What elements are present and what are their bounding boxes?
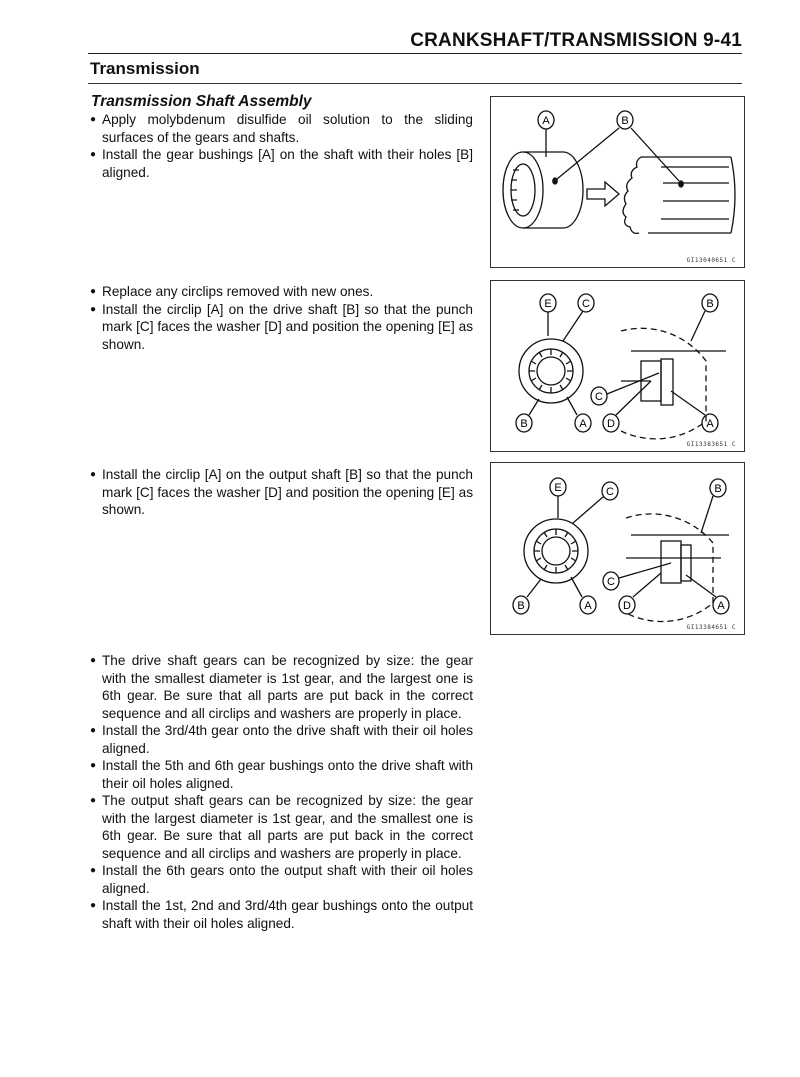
label-b: B <box>621 115 629 127</box>
output-shaft-circlip-diagram <box>491 463 744 634</box>
label-a: A <box>579 418 587 430</box>
label-a: A <box>584 600 592 612</box>
label-a: A <box>542 115 550 127</box>
figure-drive-shaft-circlip <box>490 280 745 452</box>
step-3-text <box>90 466 473 519</box>
header-rule <box>88 53 742 54</box>
figure-code: GI13384651 C <box>686 624 736 631</box>
bullet-item: ● The output shaft gears can be recognized by size: the gear with the largest diameter is 1st gear, and the smallest one is 6th gear. Be sure that all parts are put back in the correct sequence and all circlips and washers are properly in place. <box>90 792 473 862</box>
figure-code: GI13383651 C <box>686 441 736 448</box>
label-c: C <box>607 576 615 588</box>
drive-shaft-circlip-diagram <box>491 281 744 451</box>
section-title: Transmission <box>90 59 200 78</box>
page-header-title: CRANKSHAFT/TRANSMISSION 9-41 <box>410 30 742 51</box>
label-a: A <box>706 418 714 430</box>
label-d: D <box>623 600 631 612</box>
bullet-item: ● The drive shaft gears can be recognized by size: the gear with the smallest diameter is 1st gear, and the largest one is 6th gear. Be sure that all parts are put back in the correct sequence and all circlips and washers are properly in place. <box>90 652 473 722</box>
label-c: C <box>595 391 603 403</box>
label-e: E <box>544 298 552 310</box>
bullet-item: ● Install the circlip [A] on the drive shaft [B] so that the punch mark [C] faces the washer [D] and position the opening [E] as shown. <box>90 301 473 354</box>
step-1-text <box>90 111 473 181</box>
label-b: B <box>520 418 528 430</box>
label-b: B <box>706 298 714 310</box>
bullet-item: ● Install the 6th gears onto the output shaft with their oil holes aligned. <box>90 862 473 897</box>
step-2-text <box>90 283 473 353</box>
label-b: B <box>714 483 722 495</box>
label-d: D <box>607 418 615 430</box>
bullet-item: ● Install the 3rd/4th gear onto the drive shaft with their oil holes aligned. <box>90 722 473 757</box>
subsection-title: Transmission Shaft Assembly <box>91 93 312 110</box>
bullet-item: ● Install the 5th and 6th gear bushings onto the drive shaft with their oil holes aligned. <box>90 757 473 792</box>
label-c: C <box>582 298 590 310</box>
bullet-item: ● Apply molybdenum disulfide oil solution to the sliding surfaces of the gears and shafts. <box>90 111 473 146</box>
figure-output-shaft-circlip <box>490 462 745 635</box>
label-a: A <box>717 600 725 612</box>
section-rule <box>88 83 742 84</box>
label-b: B <box>517 600 525 612</box>
figure-code: GI13040651 C <box>686 257 736 264</box>
bullet-item: ● Install the circlip [A] on the output shaft [B] so that the punch mark [C] faces the washer [D] and position the opening [E] as shown. <box>90 466 473 519</box>
label-e: E <box>554 482 562 494</box>
bushing-diagram <box>491 97 744 267</box>
bullet-item: ● Install the gear bushings [A] on the shaft with their holes [B] aligned. <box>90 146 473 181</box>
figure-bushing-alignment <box>490 96 745 268</box>
label-c: C <box>606 486 614 498</box>
final-bullets <box>90 652 473 932</box>
bullet-item: ● Replace any circlips removed with new ones. <box>90 283 473 301</box>
bullet-item: ● Install the 1st, 2nd and 3rd/4th gear bushings onto the output shaft with their oil holes aligned. <box>90 897 473 932</box>
